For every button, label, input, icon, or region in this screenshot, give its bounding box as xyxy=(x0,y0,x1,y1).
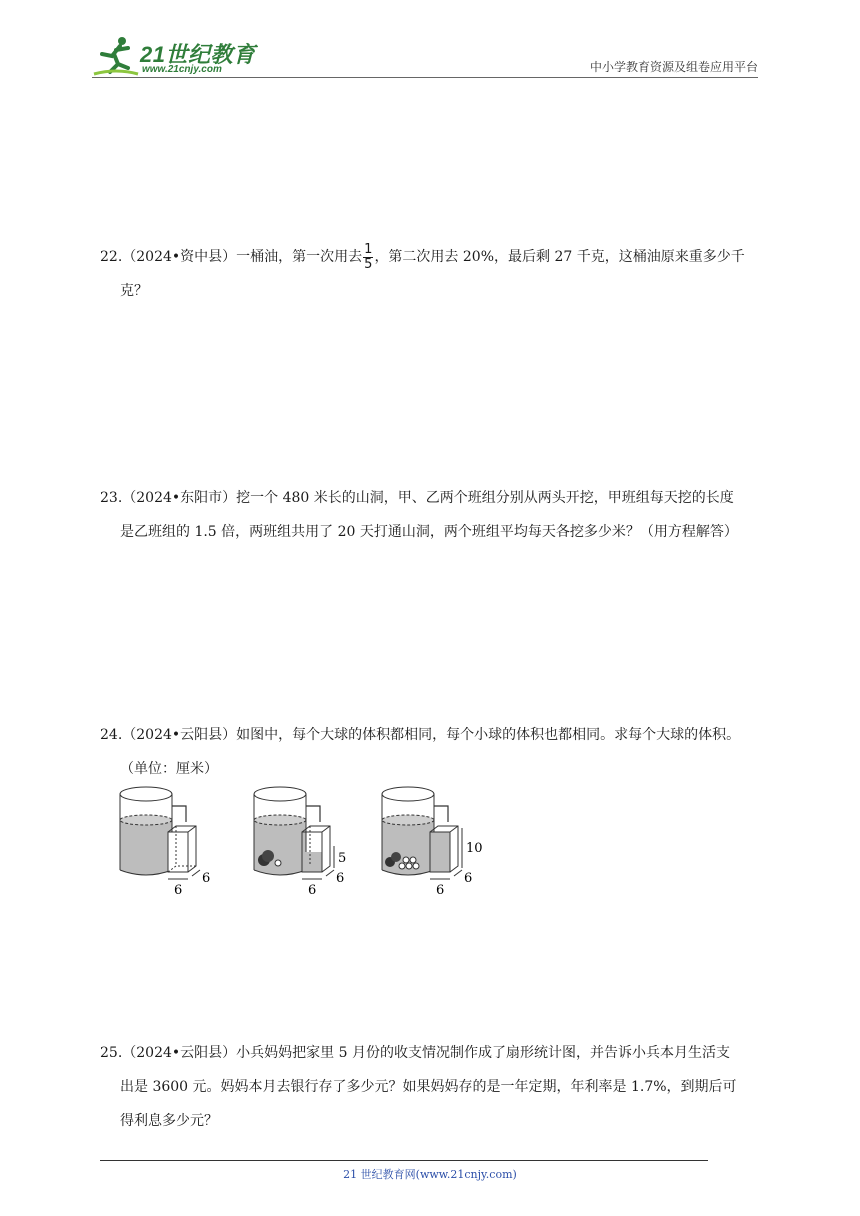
logo-url: www.21cnjy.com xyxy=(142,64,222,75)
question-25-line-3: 得利息多少元？ xyxy=(120,1113,218,1129)
logo-text: 21世纪教育 xyxy=(140,42,256,67)
label-width-1: 6 xyxy=(174,883,183,898)
question-24 xyxy=(100,718,766,786)
runner-logo-icon xyxy=(92,34,142,78)
label-height-3: 10 xyxy=(466,841,483,856)
label-width-2: 6 xyxy=(308,883,317,898)
question-25 xyxy=(100,1036,766,1138)
label-depth-3: 6 xyxy=(464,871,473,886)
question-22-line-2: 克？ xyxy=(120,283,148,299)
container-2 xyxy=(254,787,346,898)
question-23-line-1: 23.（2024•东阳市）挖一个 480 米长的山洞，甲、乙两个班组分别从两头开挖，甲班组每天挖的长度 xyxy=(100,490,734,506)
header-divider xyxy=(92,77,758,78)
question-24-line-1: 24.（2024•云阳县）如图中，每个大球的体积都相同，每个小球的体积也都相同。求每个大球的体积。 xyxy=(100,727,741,743)
question-23-line-2: 是乙班组的 1.5 倍，两班组共用了 20 天打通山洞，两个班组平均每天各挖多少米？（用方程解答） xyxy=(120,524,738,540)
header-platform-text: 中小学教育资源及组卷应用平台 xyxy=(589,60,758,74)
label-depth-2: 6 xyxy=(336,871,345,886)
page-header xyxy=(92,30,758,80)
question-25-line-1: 25.（2024•云阳县）小兵妈妈把家里 5 月份的收支情况制作成了扇形统计图，并告诉小兵本月生活支 xyxy=(100,1045,730,1061)
question-22-line-1: 22.（2024•资中县）一桶油，第一次用去 $\frac{1}{5}$ ，第二次用去 20%，最后剩 27 千克，这桶油原来重多少千 xyxy=(100,241,745,272)
fraction: $\frac{1}{5}$ xyxy=(364,241,373,272)
label-height-2: 5 xyxy=(338,851,347,866)
question-23 xyxy=(100,481,766,549)
container-1 xyxy=(120,787,210,898)
question-24-line-2: （单位：厘米） xyxy=(120,761,218,777)
container-3 xyxy=(382,787,483,898)
label-depth-1: 6 xyxy=(202,871,211,886)
footer-divider xyxy=(100,1160,708,1161)
label-width-3: 6 xyxy=(436,883,445,898)
question-25-line-2: 出是 3600 元。妈妈本月去银行存了多少元？如果妈妈存的是一年定期，年利率是 1.7%，到期后可 xyxy=(120,1079,737,1095)
question-22 xyxy=(100,240,766,308)
question-24-figure xyxy=(116,782,496,900)
footer-text: 21 世纪教育网(www.21cnjy.com) xyxy=(343,1168,517,1181)
logo xyxy=(92,34,262,78)
